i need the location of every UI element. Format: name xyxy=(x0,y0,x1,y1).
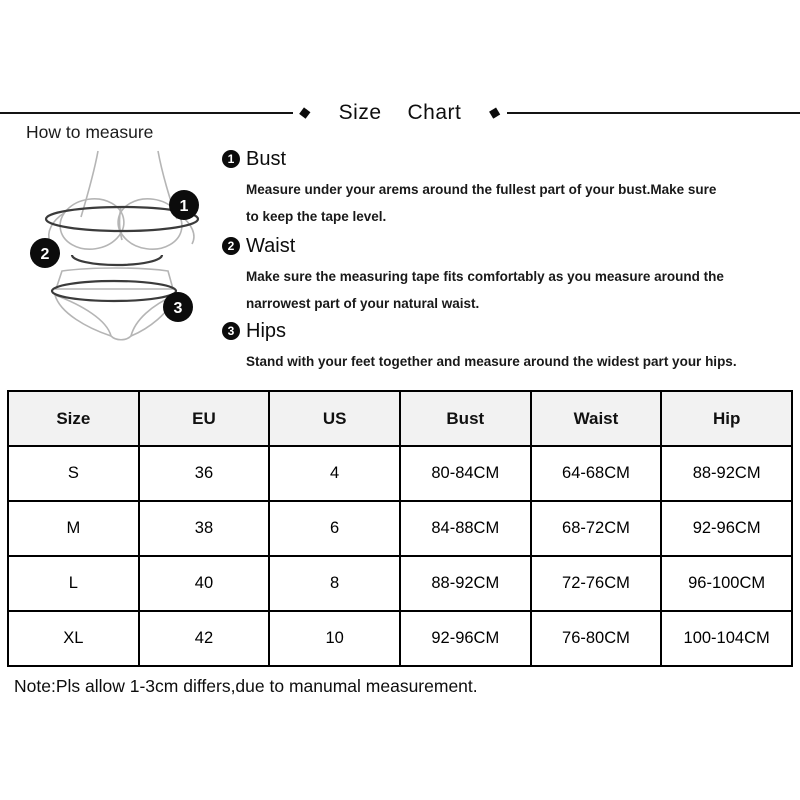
cell: 68-72CM xyxy=(531,501,662,556)
description-line: narrowest part of your natural waist. xyxy=(246,296,480,311)
cell: 96-100CM xyxy=(661,556,792,611)
svg-text:3: 3 xyxy=(173,300,183,317)
table-row-l xyxy=(8,556,792,611)
cell: 92-96CM xyxy=(400,611,531,666)
note-text: Note:Pls allow 1-3cm differs,due to manumal measurement. xyxy=(14,676,478,696)
measure-section-bust xyxy=(222,146,794,230)
col-header-us: US xyxy=(269,391,400,446)
section-title: Bust xyxy=(246,148,287,170)
cell: 72-76CM xyxy=(531,556,662,611)
size-table-header-row xyxy=(8,391,792,446)
description-line: Make sure the measuring tape fits comfortably as you measure around the xyxy=(246,269,724,284)
svg-text:1: 1 xyxy=(179,198,189,215)
cell: 64-68CM xyxy=(531,446,662,501)
diamond-icon: ◆ xyxy=(487,102,503,122)
measure-point-3-badge xyxy=(163,292,193,322)
panty-crotch xyxy=(111,336,131,340)
table-row-s xyxy=(8,446,792,501)
cell: 8 xyxy=(269,556,400,611)
measure-section-waist xyxy=(222,233,794,317)
col-header-size: Size xyxy=(8,391,139,446)
col-header-hip: Hip xyxy=(661,391,792,446)
bra-left-cup xyxy=(57,195,127,253)
cell: 10 xyxy=(269,611,400,666)
cell: 42 xyxy=(139,611,270,666)
page-title-word-1: Size xyxy=(338,101,382,124)
bikini-measure-illustration xyxy=(12,145,218,350)
measure-section-hips xyxy=(222,318,794,375)
number-2-badge: 2 xyxy=(222,237,240,255)
section-title: Hips xyxy=(246,320,287,342)
page-title xyxy=(339,101,462,125)
diamond-icon: ◆ xyxy=(297,102,312,122)
cell: 38 xyxy=(139,501,270,556)
measure-point-2-badge xyxy=(30,238,60,268)
cell: S xyxy=(8,446,139,501)
measure-point-1-badge xyxy=(169,190,199,220)
title-rule-right xyxy=(507,112,800,114)
svg-text:2: 2 xyxy=(40,246,50,263)
page-title-word-2: Chart xyxy=(407,101,462,124)
cell: XL xyxy=(8,611,139,666)
cell: 36 xyxy=(139,446,270,501)
waist-tape-line xyxy=(72,255,162,265)
section-description xyxy=(222,263,794,317)
section-heading-hips xyxy=(222,318,794,344)
panty-waistband xyxy=(56,268,173,289)
cell: 76-80CM xyxy=(531,611,662,666)
size-table xyxy=(7,390,793,667)
section-heading-waist xyxy=(222,233,794,259)
cell: 40 xyxy=(139,556,270,611)
cell: 88-92CM xyxy=(661,446,792,501)
cell: L xyxy=(8,556,139,611)
title-rule-left xyxy=(0,112,293,114)
hip-tape-line xyxy=(52,281,176,301)
table-row-m xyxy=(8,501,792,556)
section-title: Waist xyxy=(246,235,296,257)
table-row-xl xyxy=(8,611,792,666)
cell: 4 xyxy=(269,446,400,501)
cell: M xyxy=(8,501,139,556)
section-heading-bust xyxy=(222,146,794,172)
col-header-waist: Waist xyxy=(531,391,662,446)
col-header-bust: Bust xyxy=(400,391,531,446)
description-line: to keep the tape level. xyxy=(246,209,387,224)
cell: 92-96CM xyxy=(661,501,792,556)
description-line: Measure under your arems around the fullest part of your bust.Make sure xyxy=(246,182,717,197)
cell: 88-92CM xyxy=(400,556,531,611)
number-3-badge: 3 xyxy=(222,322,240,340)
how-to-measure-heading: How to measure xyxy=(26,122,154,142)
cell: 80-84CM xyxy=(400,446,531,501)
description-line: Stand with your feet together and measure around the widest part your hips. xyxy=(246,354,737,369)
cell: 84-88CM xyxy=(400,501,531,556)
number-1-badge: 1 xyxy=(222,150,240,168)
cell: 6 xyxy=(269,501,400,556)
section-description xyxy=(222,176,794,230)
cell: 100-104CM xyxy=(661,611,792,666)
section-description xyxy=(222,348,794,375)
col-header-eu: EU xyxy=(139,391,270,446)
